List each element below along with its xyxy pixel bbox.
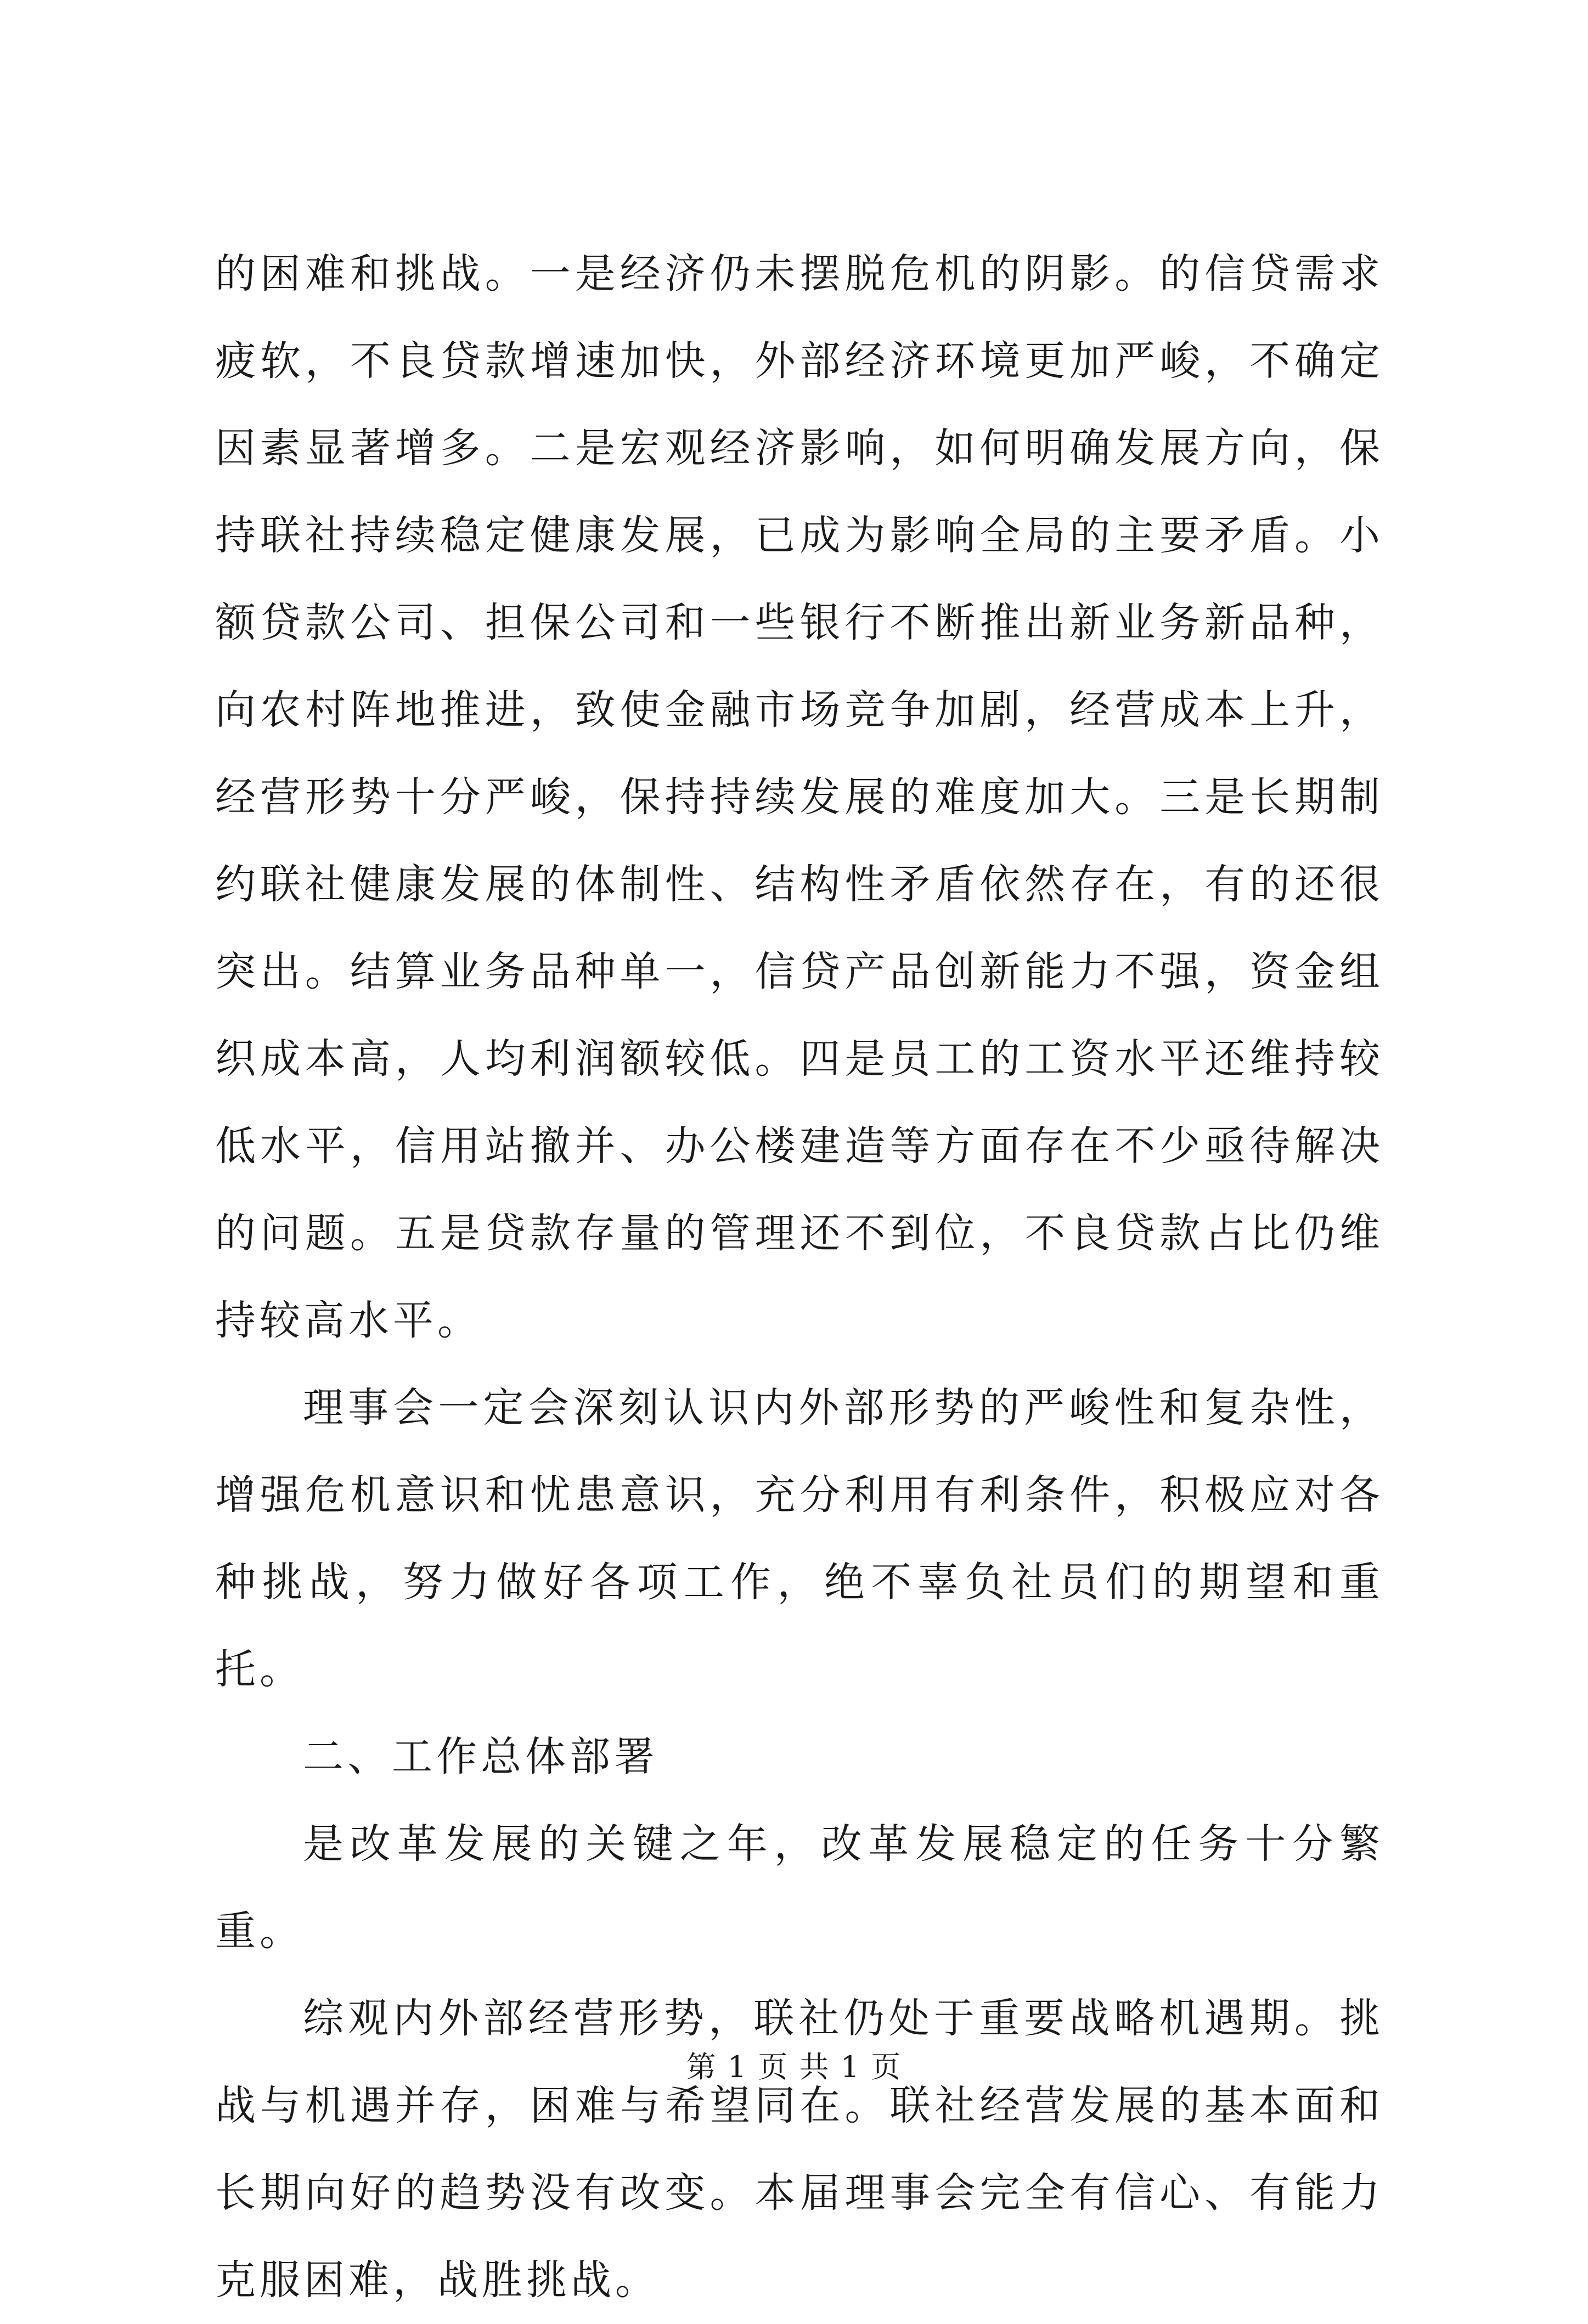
paragraph-reform-year: 是改革发展的关键之年，改革发展稳定的任务十分繁重。	[215, 1820, 1384, 1955]
section-heading-overall-plan: 二、工作总体部署	[303, 1733, 658, 1780]
document-body	[215, 230, 1384, 2324]
paragraph-challenges: 的困难和挑战。一是经济仍未摆脱危机的阴影。的信贷需求疲软，不良贷款增速加快，外部经济环境更加严峻，不确定因素显著增多。二是宏观经济影响，如何明确发展方向，保持联社持续稳定健康发展，已成为影响全局的主要矛盾。小额贷款公司、担保公司和一些银行不断推出新业务新品种，向农村阵地推进，致使金融市场竞争加剧，经营成本上升，经营形势十分严峻，保持持续发展的难度加大。三是长期制约联社健康发展的体制性、结构性矛盾依然存在，有的还很突出。结算业务品种单一，信贷产品创新能力不强，资金组织成本高，人均利润额较低。四是员工的工资水平还维持较低水平，信用站撤并、办公楼建造等方面存在不少亟待解决的问题。五是贷款存量的管理还不到位，不良贷款占比仍维持较高水平。	[215, 250, 1384, 1344]
paragraph-board-commitment: 理事会一定会深刻认识内外部形势的严峻性和复杂性，增强危机意识和忧患意识，充分利用有利条件，积极应对各种挑战，努力做好各项工作，绝不辜负社员们的期望和重托。	[215, 1384, 1384, 1693]
page-number-footer: 第 1 页 共 1 页	[686, 2050, 902, 2084]
paragraph-outlook: 综观内外部经营形势，联社仍处于重要战略机遇期。挑战与机遇并存，困难与希望同在。联社经营发展的基本面和长期向好的趋势没有改变。本届理事会完全有信心、有能力克服困难，战胜挑战。	[215, 1995, 1384, 2304]
